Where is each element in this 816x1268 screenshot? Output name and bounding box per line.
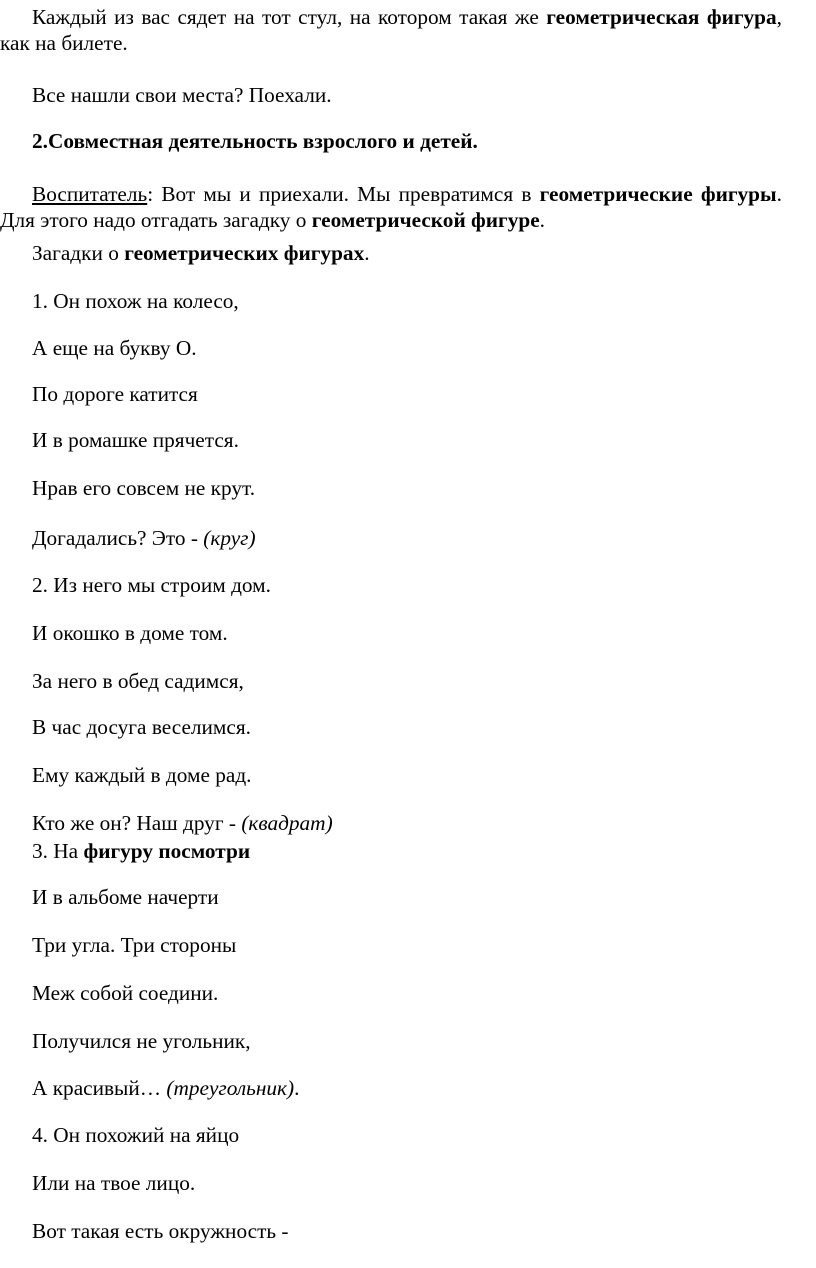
riddle2-line-5: Ему каждый в доме рад. bbox=[32, 763, 252, 787]
intro-sitting-emphasis: геометрическая фигура bbox=[546, 5, 777, 29]
teacher-text-1: : Вот мы и приехали. Мы превратимся в bbox=[147, 182, 540, 206]
riddle2-line-6 bbox=[32, 810, 333, 836]
intro-sitting-text: Каждый из вас сядет на тот стул, на котором такая же bbox=[32, 5, 547, 29]
riddles-intro-line bbox=[32, 240, 370, 266]
riddle3-line-1-text: 3. На bbox=[32, 839, 84, 863]
riddle3-line-1 bbox=[32, 838, 250, 864]
riddle4-line-2: Или на твое лицо. bbox=[32, 1171, 196, 1195]
riddle1-line-6 bbox=[32, 525, 256, 551]
riddle1-line-4: И в ромашке прячется. bbox=[32, 428, 239, 452]
riddle3-line-1-emphasis: фигуру посмотри bbox=[83, 839, 251, 863]
intro-sitting-paragraph bbox=[0, 4, 782, 56]
riddles-intro-text: Загадки о bbox=[32, 241, 125, 265]
riddle1-line-3: По дороге катится bbox=[32, 382, 198, 406]
riddle1-answer: (круг) bbox=[203, 526, 256, 550]
riddle3-line-5: Получился не угольник, bbox=[32, 1029, 251, 1053]
riddles-intro-tail: . bbox=[364, 241, 370, 265]
riddle3-line-3: Три угла. Три стороны bbox=[32, 933, 237, 957]
riddles-intro-emphasis: геометрических фигурах bbox=[124, 241, 365, 265]
riddle2-line-3: За него в обед садимся, bbox=[32, 669, 244, 693]
section-heading-text: 2.Совместная деятельность взрослого и детей. bbox=[32, 129, 478, 153]
riddle4-line-3: Вот такая есть окружность - bbox=[32, 1219, 289, 1243]
teacher-text-3: . bbox=[539, 208, 545, 232]
teacher-emphasis-2: геометрической фигуре bbox=[311, 208, 540, 232]
riddle1-line-5: Нрав его совсем не крут. bbox=[32, 476, 256, 500]
teacher-emphasis-1: геометрические фигуры bbox=[539, 182, 777, 206]
intro-found-line: Все нашли свои места? Поехали. bbox=[32, 83, 332, 107]
riddle4-line-1: 4. Он похожий на яйцо bbox=[32, 1123, 240, 1147]
riddle1-line-1: 1. Он похож на колесо, bbox=[32, 289, 239, 313]
intro-sitting-tail: , как на билете. bbox=[0, 5, 782, 55]
teacher-text-2: . Для этого надо отгадать загадку о bbox=[0, 182, 782, 232]
section-heading bbox=[32, 128, 478, 154]
riddle2-question: Кто же он? Наш друг - bbox=[32, 811, 242, 835]
riddle3-question: А красивый… bbox=[32, 1076, 167, 1100]
riddle3-line-2: И в альбоме начерти bbox=[32, 885, 219, 909]
riddle3-tail: . bbox=[294, 1076, 300, 1100]
riddle3-line-6 bbox=[32, 1075, 299, 1101]
teacher-paragraph bbox=[0, 181, 782, 233]
teacher-label: Воспитатель bbox=[32, 182, 148, 206]
riddle2-answer: (квадрат) bbox=[241, 811, 333, 835]
riddle1-line-2: А еще на букву О. bbox=[32, 336, 197, 360]
riddle3-line-4: Меж собой соедини. bbox=[32, 981, 219, 1005]
riddle2-line-2: И окошко в доме том. bbox=[32, 621, 228, 645]
riddle2-line-4: В час досуга веселимся. bbox=[32, 715, 251, 739]
riddle3-answer: (треугольник) bbox=[166, 1076, 295, 1100]
riddle2-line-1: 2. Из него мы строим дом. bbox=[32, 573, 271, 597]
riddle1-question: Догадались? Это - bbox=[32, 526, 204, 550]
